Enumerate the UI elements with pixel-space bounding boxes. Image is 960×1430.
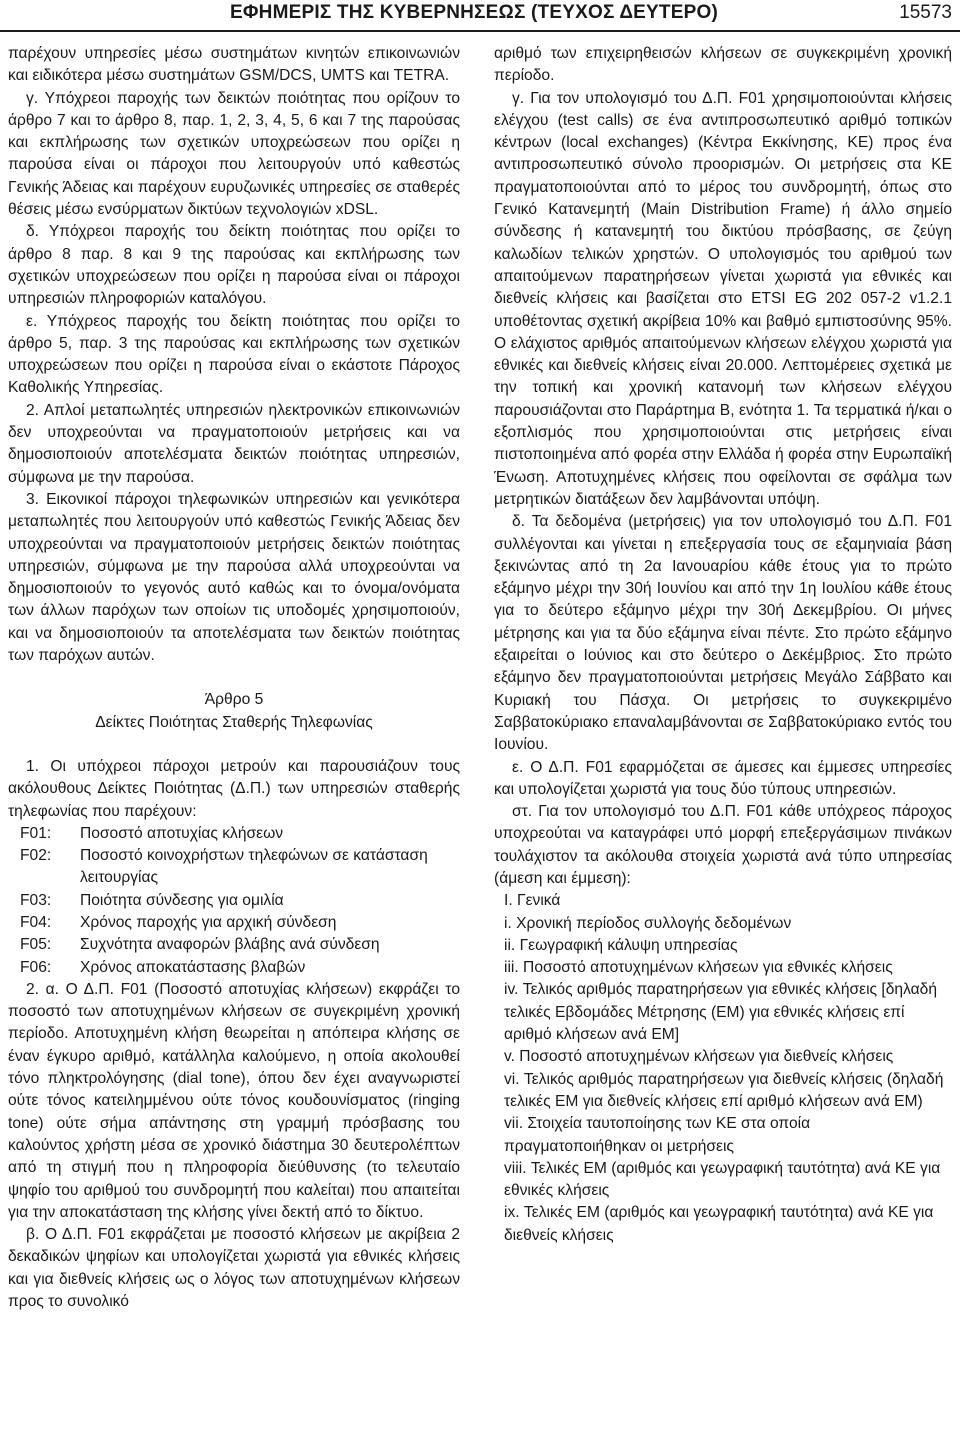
list-item: vii. Στοιχεία ταυτοποίησης των ΚΕ στα οποία πραγματοποιήθηκαν οι μετρήσεις	[504, 1115, 811, 1155]
list-item: iii. Ποσοστό αποτυχημένων κλήσεων για εθνικές κλήσεις	[504, 959, 893, 977]
paragraph: ε. Ο Δ.Π. F01 εφαρμόζεται σε άμεσες και έμμεσες υπηρεσίες και υπολογίζεται χωριστά για τους δύο τύπους υπηρεσιών.	[494, 758, 952, 798]
paragraph: ε. Υπόχρεος παροχής του δείκτη ποιότητας που ορίζει το άρθρο 5, παρ. 3 της παρούσας και εκπλήρωσης των σχετικών υποχρεώσεων που ορίζει η παρούσα είναι ο εκάστοτε Πάροχος Καθολικής Υπηρεσίας.	[8, 312, 460, 397]
paragraph: παρέχουν υπηρεσίες μέσω συστημάτων κινητών επικοινωνιών και ειδικότερα μέσω συστημάτων GSM/DCS, UMTS και TETRA.	[8, 45, 460, 85]
left-column	[8, 43, 460, 1429]
indicator-code: F04:	[20, 913, 52, 931]
paragraph: γ. Για τον υπολογισμό του Δ.Π. F01 χρησιμοποιούνται κλήσεις ελέγχου (test calls) σε ένα αντιπροσωπευτικό αριθμό τοπικών κέντρων (local exchanges) (Κέντρα Εκκίνησης, ΚΕ) προς ένα αντιπροσωπευτικό σύνολο προορισμών. Οι μετρήσεις στα ΚΕ πραγματοποιούνται από το μέρος του συνδρομητή, όπως στο Γενικό Κατανεμητή (Main Distribution Frame) ή άλλο σημείο σύνδεσης ή κατανεμητή του δικτύου πρόσβασης, σε ζεύγη καλωδίων τελικών χρηστών. Ο υπολογισμός του αριθμού των απαιτούμενων παρατηρήσεων γίνεται χωριστά για εθνικές και διεθνείς κλήσεις και βασίζεται στο ETSI EG 202 057-2 v1.2.1 υποθέτοντας σχετική ακρίβεια 10% και βαθμό εμπιστοσύνης 95%. Ο ελάχιστος αριθμός απαιτούμενων κλήσεων ελέγχου χωριστά για εθνικές και διεθνείς κλήσεις είναι 20.000. Λεπτομέρειες σχετικά με την τοπική και χρονική κατανομή των κλήσεων ελέγχου παρουσιάζονται στο Παράρτημα Β, ενότητα 1. Τα τερματικά ή/και ο εξοπλισμός που χρησιμοποιούνται στις μετρήσεις είναι πιστοποιημένα από φορέα στην Ελλάδα ή φορέα στην Ευρωπαϊκή Ένωση. Αποτυχημένες κλήσεις που οφείλονται σε σφάλμα των μετρητικών διατάξεων δεν λαμβάνονται υπόψη.	[494, 89, 952, 508]
list-item: i. Χρονική περίοδος συλλογής δεδομένων	[504, 914, 792, 932]
indicator-code: F05:	[20, 936, 52, 954]
page-number: 15573	[899, 2, 952, 23]
spacer	[8, 734, 460, 756]
indicator-text: Ποιότητα σύνδεσης για ομιλία	[80, 891, 284, 909]
paragraph: δ. Τα δεδομένα (μετρήσεις) για τον υπολογισμό του Δ.Π. F01 συλλέγονται και γίνεται η επεξεργασία τους σε εξαμηνιαία βάση ξεκινώντας από τη 2α Ιανουαρίου κάθε έτους για το πρώτο εξάμηνο μέχρι την 30ή Ιουνίου και από την 1η Ιουλίου κάθε έτους για το δεύτερο εξάμηνο μέχρι την 30ή Δεκεμβρίου. Οι μήνες μέτρησης και για τα δύο εξάμηνα είναι πέντε. Στο πρώτο εξάμηνο εξαιρείται ο Ιούνιος και στο δεύτερο ο Δεκέμβριος. Στο πρώτο εξάμηνο δεν πραγματοποιούνται μετρήσεις Μεγάλο Σάββατο και Κυριακή του Πάσχα. Οι μετρήσεις το συγκεκριμένο Σαββατοκύριακο επαναλαμβάνονται σε Σαββατοκύριακο εντός του Ιουνίου.	[494, 513, 952, 754]
list-item: vi. Τελικός αριθμός παρατηρήσεων για διεθνείς κλήσεις (δηλαδή τελικές ΕΜ για διεθνείς κλήσεις επί αριθμό κλήσεων ανά ΕΜ)	[504, 1070, 944, 1110]
indicator-text: Συχνότητα αναφορών βλάβης ανά σύνδεση	[80, 936, 380, 954]
paragraph: 2. α. Ο Δ.Π. F01 (Ποσοστό αποτυχίας κλήσεων) εκφράζει το ποσοστό των αποτυχημένων κλήσεων σε συγεκριμένη χρονική περίοδο. Αποτυχημένη κλήση θεωρείται η απόπειρα κλήσης σε έναν έγκυρο αριθμό, κατάλληλα καλούμενο, η οποία ακολουθεί τόνο πληκτρολόγησης (dial tone), όπου δεν έχει αναγνωριστεί ούτε τόνος κατειλημμένου ούτε τόνος κουδουνίσματος (ringing tone) ούτε σήμα απάντησης στη γραμμή πρόσβασης του καλούντος χρήστη μέσα σε χρονικό διάστημα 30 δευτερολέπτων από τη στιγμή που η πληροφορία διεύθυνσης (το τελευταίο ψηφίο του αριθμού του συνδρομητή που καλείται) που απαιτείται για την αποκατάσταση της κλήσης γίνει δεκτή από το δίκτυο.	[8, 980, 460, 1221]
spacer	[8, 667, 460, 689]
article-number: Άρθρο 5	[204, 691, 264, 709]
list-item: ii. Γεωγραφική κάλυψη υπηρεσίας	[504, 936, 738, 954]
indicator-text: Ποσοστό αποτυχίας κλήσεων	[80, 824, 284, 842]
indicator-code: F02:	[20, 847, 52, 865]
indicator-row	[8, 957, 460, 979]
indicator-code: F01:	[20, 824, 52, 842]
indicator-row	[8, 934, 460, 956]
paragraph: β. Ο Δ.Π. F01 εκφράζεται με ποσοστό κλήσεων με ακρίβεια 2 δεκαδικών ψηφίων και υπολογίζεται χωριστά για εθνικές κλήσεις και για διεθνείς κλήσεις ως ο λόγος των αποτυχημένων κλήσεων προς το συνολικό	[8, 1226, 460, 1311]
page-header	[0, 0, 960, 32]
article-title: Δείκτες Ποιότητας Σταθερής Τηλεφωνίας	[95, 713, 373, 731]
indicator-row	[8, 890, 460, 912]
indicator-text: Χρόνος παροχής για αρχική σύνδεση	[80, 913, 337, 931]
list-item: v. Ποσοστό αποτυχημένων κλήσεων για διεθνείς κλήσεις	[504, 1048, 894, 1066]
indicator-code: F06:	[20, 958, 52, 976]
indicator-row	[8, 823, 460, 845]
paragraph: στ. Για τον υπολογισμό του Δ.Π. F01 κάθε υπόχρεος πάροχος υποχρεούται να καταγράφει υπό μορφή επεξεργάσιμων πινάκων τουλάχιστον τα ακόλουθα στοιχεία χωριστά ανά τύπο υπηρεσίας (άμεση και έμμεση):	[494, 803, 952, 887]
list-item: iv. Τελικός αριθμός παρατηρήσεων για εθνικές κλήσεις [δηλαδή τελικές Εβδομάδες Μέτρησης (ΕΜ) για εθνικές κλήσεις επί αριθμό κλήσεων ανά ΕΜ]	[504, 981, 937, 1044]
gazette-title: ΕΦΗΜΕΡΙΣ ΤΗΣ ΚΥΒΕΡΝΗΣΕΩΣ (ΤΕΥΧΟΣ ΔΕΥΤΕΡΟ)	[230, 2, 718, 23]
indicator-row	[8, 845, 460, 890]
paragraph: 2. Απλοί μεταπωλητές υπηρεσιών ηλεκτρονικών επικοινωνιών δεν υποχρεούνται να πραγματοποιούν μετρήσεις και να δημοσιοποιούν αποτελέσματα δεικτών ποιότητας υπηρεσιών, σύμφωνα με την παρούσα.	[8, 401, 460, 486]
paragraph: αριθμό των επιχειρηθεισών κλήσεων σε συγκεκριμένη χρονική περίοδο.	[494, 45, 952, 85]
list-item: I. Γενικά	[504, 892, 561, 910]
right-column	[494, 43, 952, 1429]
paragraph: γ. Υπόχρεοι παροχής των δεικτών ποιότητας που ορίζουν το άρθρο 7 και το άρθρο 8, παρ. 1, 2, 3, 4, 5, 6 και 7 της παρούσας και εκπλήρωσης των σχετικών υποχρεώσεων που ορίζει η παρούσα είναι οι πάροχοι που λειτουργούν υπό καθεστώς Γενικής Άδειας και παρέχουν ευρυζωνικές υπηρεσίες σε σταθερές θέσεις μέσω ενσύρματων δικτύων τεχνολογιών xDSL.	[8, 89, 460, 219]
indicator-row	[8, 912, 460, 934]
paragraph: 1. Οι υπόχρεοι πάροχοι μετρούν και παρουσιάζουν τους ακόλουθους Δείκτες Ποιότητας (Δ.Π.) των υπηρεσιών σταθερής τηλεφωνίας που παρέχουν:	[8, 757, 460, 820]
paragraph: δ. Υπόχρεοι παροχής του δείκτη ποιότητας που ορίζει το άρθρο 8 παρ. 8 και 9 της παρούσας και εκπλήρωσης των σχετικών υποχρεώσεων που ορίζει η παρούσα είναι οι πάροχοι υπηρεσιών πληροφοριών καταλόγου.	[8, 223, 460, 308]
indicator-text: Χρόνος αποκατάστασης βλαβών	[80, 958, 306, 976]
indicator-code: F03:	[20, 891, 52, 909]
paragraph: 3. Εικονικοί πάροχοι τηλεφωνικών υπηρεσιών και γενικότερα μεταπωλητές που λειτουργούν υπό καθεστώς Γενικής Άδειας δεν υποχρεούνται να πραγματοποιούν μετρήσεις δεικτών ποιότητας υπηρεσιών, σύμφωνα με την παρούσα αλλά υποχρεούνται να δημοσιοποιούν το γεγονός αυτό καθώς και το όνομα/ονόματα των άλλων παρόχων των οποίων τις υποδομές χρησιμοποιούν, και να δημοσιοποιούν τα αποτελέσματα των δεικτών ποιότητας των παρόχων αυτών.	[8, 490, 460, 665]
list-item: viii. Τελικές ΕΜ (αριθμός και γεωγραφική ταυτότητα) ανά ΚΕ για εθνικές κλήσεις	[504, 1159, 941, 1200]
list-item: ix. Τελικές ΕΜ (αριθμός και γεωγραφική ταυτότητα) ανά ΚΕ για διεθνείς κλήσεις	[504, 1204, 934, 1244]
indicator-text: Ποσοστό κοινοχρήστων τηλεφώνων σε κατάσταση λειτουργίας	[80, 847, 428, 887]
